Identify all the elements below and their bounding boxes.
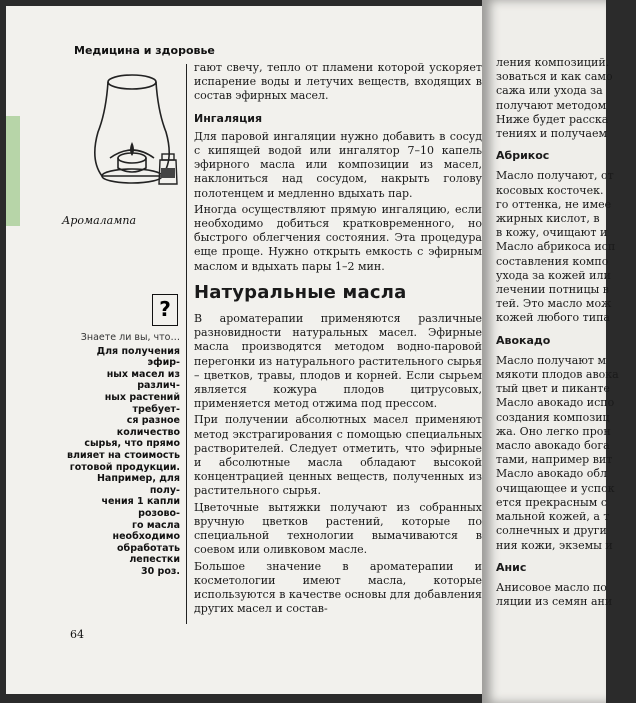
text-line: ляции из семян ани bbox=[496, 595, 613, 609]
sidebar-line: Для получения эфир- bbox=[96, 345, 180, 369]
text-line: создания композиц bbox=[496, 410, 610, 424]
text-line: Масло абрикоса исп bbox=[496, 240, 616, 254]
text-line: получают методом bbox=[496, 98, 607, 112]
body-paragraph: В ароматерапии применяются различные разновидности натуральных масел. Эфирные масла производятся методом водно-паровой перегонки из натурального растительного сырья – цветков, травы, плодов и корней. Если сырьем является кожура плодов цитрусовых, применяется метод отжима под прессом. bbox=[194, 312, 482, 411]
text-line: Анисовое масло по bbox=[496, 580, 607, 594]
sidebar-title: Знаете ли вы, что… bbox=[80, 332, 180, 343]
text-line: жа. Оно легко прон bbox=[496, 424, 611, 438]
text-line: ется прекрасным с bbox=[496, 495, 608, 509]
text-line: тами, например вит bbox=[496, 453, 613, 467]
right-page bbox=[482, 0, 619, 703]
sidebar-line: сырья, что прямо bbox=[84, 438, 180, 450]
text-line: ления композиций. bbox=[496, 56, 610, 69]
sidebar-line: 30 роз. bbox=[141, 565, 180, 577]
running-header: Медицина и здоровье bbox=[74, 44, 215, 57]
body-paragraph: При получении абсолютных масел применяют метод экстрагирования с помощью специальных растворителей. Следует отметить, что эфирные и абсолютные масла обладают высокой концентрацией ценных веществ, полученных из растительного сырья. bbox=[194, 413, 482, 498]
inhalation-heading: Ингаляция bbox=[194, 111, 263, 125]
text-line: Масло авокадо обл bbox=[496, 467, 608, 481]
text-line: очищающее и успок bbox=[496, 481, 615, 495]
did-you-know-sidebar bbox=[66, 332, 180, 577]
intro-paragraph: гают свечу, тепло от пламени которой ускоряет испарение воды и летучих веществ, входящих в состав эфирных масел. bbox=[194, 61, 482, 103]
text-line: кожей любого типа bbox=[496, 311, 610, 325]
sidebar-line: Например, для полу- bbox=[96, 473, 180, 496]
left-page bbox=[6, 6, 490, 694]
right-text-column bbox=[496, 56, 636, 609]
text-line: в кожу, очищают и bbox=[496, 226, 608, 240]
inhalation-paragraph: Иногда осуществляют прямую ингаляцию, если необходимо добиться кратковременного, но быстрого облегчения состояния. Эта процедура еще проще. Нужно открыть емкость с эфирным маслом и вдыхать пары 1–2 мин. bbox=[194, 202, 482, 273]
text-line: составления компо bbox=[496, 254, 609, 268]
sidebar-line: ных растений требует- bbox=[104, 391, 180, 415]
text-line: зоваться и как само bbox=[496, 70, 613, 84]
text-line: тей. Это масло мож bbox=[496, 297, 612, 311]
aroma-lamp-illustration bbox=[88, 72, 188, 200]
apricot-heading: Абрикос bbox=[496, 149, 550, 163]
text-line: косовых косточек. bbox=[496, 183, 604, 197]
section-color-tab bbox=[6, 116, 20, 226]
inhalation-paragraph: Для паровой ингаляции нужно добавить в сосуд с кипящей водой или ингалятор 7–10 капель эфирного масла или композиции из масел, наклониться над сосудом, накрыть голову полотенцем и медленно вдыхать пар. bbox=[194, 129, 482, 200]
text-line: мальной кожей, а т bbox=[496, 510, 610, 524]
column-divider bbox=[186, 64, 187, 624]
text-line: тениях и получаем bbox=[496, 127, 608, 141]
sidebar-line: влияет на стоимость bbox=[66, 449, 180, 461]
page-number: 64 bbox=[70, 628, 84, 641]
text-line: Масло получают, от bbox=[496, 169, 614, 183]
text-line: сажа или ухода за bbox=[496, 84, 603, 98]
text-line: тый цвет и пиканте bbox=[496, 382, 610, 396]
main-text-column bbox=[194, 61, 482, 618]
sidebar-line: го масла необходимо bbox=[112, 519, 180, 543]
text-line: солнечных и други bbox=[496, 524, 607, 538]
sidebar-line: ных масел из различ- bbox=[106, 368, 180, 392]
sidebar-line: готовой продукции. bbox=[69, 461, 180, 473]
sidebar-line: чения 1 капли розово- bbox=[101, 496, 180, 519]
section-heading: Натуральные масла bbox=[194, 281, 407, 303]
anise-heading: Анис bbox=[496, 560, 527, 574]
sidebar-line: ся разное количество bbox=[116, 415, 180, 438]
text-line: жирных кислот, в bbox=[496, 212, 600, 226]
text-line: масло авокадо бога bbox=[496, 439, 610, 453]
text-line: Ниже будет расска bbox=[496, 112, 609, 126]
text-line: лечении потницы в bbox=[496, 283, 609, 297]
sidebar-line: обработать лепестки bbox=[117, 542, 180, 566]
text-line: ния кожи, экземы и bbox=[496, 538, 613, 552]
body-paragraph: Цветочные вытяжки получают из собранных вручную цветков растений, которые по специальной технологии вымачиваются в соевом или оливковом масле. bbox=[194, 500, 482, 557]
text-line: мякоти плодов авока bbox=[496, 368, 619, 382]
avocado-heading: Авокадо bbox=[496, 333, 551, 347]
text-line: ухода за кожей или bbox=[496, 268, 611, 282]
figure-caption: Аромалампа bbox=[62, 214, 136, 227]
text-line: го оттенка, не имее bbox=[496, 197, 612, 211]
text-line: Масло получают м bbox=[496, 353, 607, 367]
question-mark-icon: ? bbox=[152, 294, 178, 326]
body-paragraph: Большое значение в ароматерапии и косметологии имеют масла, которые используются в качестве основы для добавления других масел и состав- bbox=[194, 559, 482, 616]
text-line: Масло авокадо испо bbox=[496, 396, 615, 410]
